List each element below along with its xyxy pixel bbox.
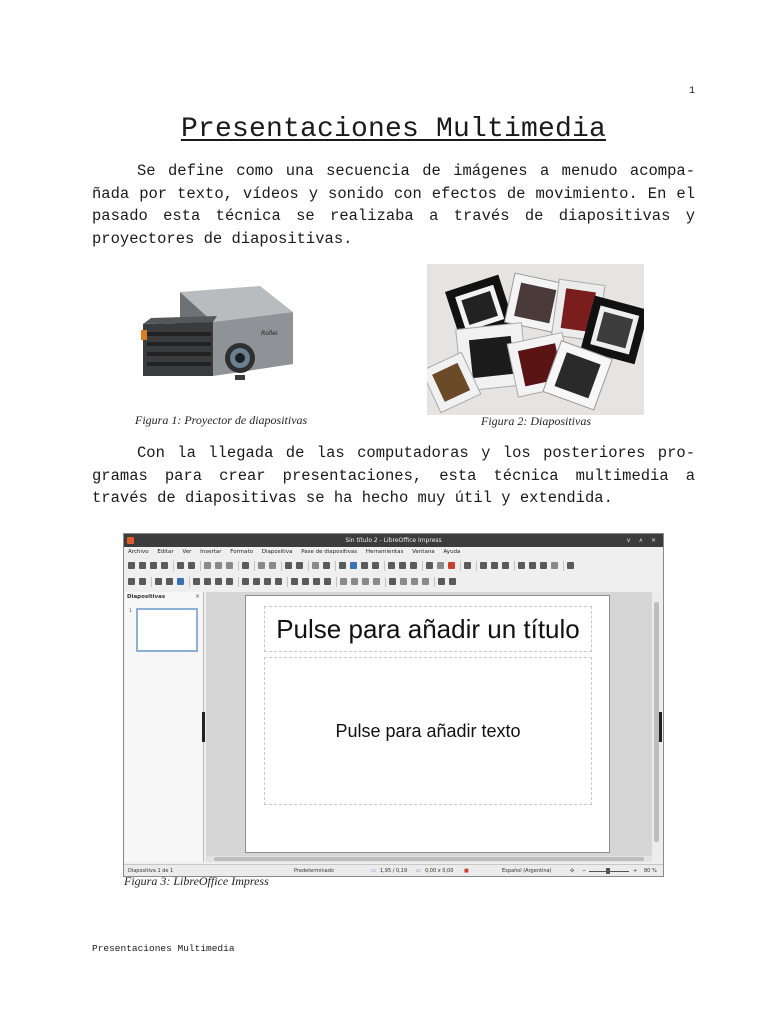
toolbar-separator: [308, 561, 309, 571]
document-modified-icon: ■: [464, 868, 469, 874]
toolbar-button-icon: [350, 562, 357, 569]
figure-3-caption: Figura 3: LibreOffice Impress: [124, 874, 269, 888]
lo-pane-handle-right: [659, 712, 662, 742]
lo-menubar: [124, 547, 663, 558]
projector-brand-label: Rollei: [261, 330, 278, 337]
toolbar-button-icon: [373, 578, 380, 585]
lo-standard-toolbar: [126, 559, 661, 573]
toolbar-button-icon: [437, 562, 444, 569]
lo-zoom-plus: +: [633, 868, 638, 874]
toolbar-button-icon: [313, 578, 320, 585]
lo-status-language: Español (Argentina): [502, 868, 552, 874]
toolbar-button-icon: [264, 578, 271, 585]
lo-slide-thumbnail: [136, 608, 198, 652]
toolbar-separator: [200, 561, 201, 571]
toolbar-button-icon: [226, 562, 233, 569]
toolbar-button-icon: [275, 578, 282, 585]
page-number: 1: [688, 86, 695, 97]
toolbar-button-icon: [193, 578, 200, 585]
toolbar-button-icon: [389, 578, 396, 585]
toolbar-button-icon: [215, 578, 222, 585]
toolbar-separator: [287, 577, 288, 587]
toolbar-button-icon: [351, 578, 358, 585]
toolbar-button-icon: [166, 578, 173, 585]
lo-menu-insertar: Insertar: [200, 549, 222, 555]
toolbar-button-icon: [464, 562, 471, 569]
toolbar-button-icon: [150, 562, 157, 569]
toolbar-button-icon: [188, 562, 195, 569]
lo-zoom-minus: −: [582, 868, 587, 874]
close-icon: ×: [194, 593, 200, 600]
lo-menu-ayuda: Ayuda: [443, 549, 461, 555]
toolbar-button-icon: [438, 578, 445, 585]
toolbar-button-icon: [312, 562, 319, 569]
lo-slides-pane: [125, 592, 204, 862]
lo-slides-pane-label: Diapositivas: [127, 594, 166, 600]
lo-zoom-knob: [606, 868, 610, 874]
lo-window-title: Sin título 2 - LibreOffice Impress: [345, 537, 442, 544]
toolbar-separator: [281, 561, 282, 571]
toolbar-button-icon: [177, 578, 184, 585]
toolbar-button-icon: [204, 578, 211, 585]
toolbar-separator: [189, 577, 190, 587]
toolbar-button-icon: [139, 578, 146, 585]
toolbar-button-icon: [411, 578, 418, 585]
toolbar-button-icon: [480, 562, 487, 569]
toolbar-button-icon: [540, 562, 547, 569]
toolbar-button-icon: [551, 562, 558, 569]
toolbar-button-icon: [226, 578, 233, 585]
lo-menu-diapositiva: Diapositiva: [261, 549, 293, 555]
toolbar-button-icon: [399, 562, 406, 569]
toolbar-separator: [563, 561, 564, 571]
toolbar-button-icon: [269, 562, 276, 569]
lo-menu-pase: Pase de diapositivas: [301, 549, 358, 555]
toolbar-button-icon: [339, 562, 346, 569]
lo-content-placeholder: Pulse para añadir texto: [264, 657, 592, 805]
toolbar-button-icon: [258, 562, 265, 569]
slides-photo: [427, 264, 644, 415]
toolbar-button-icon: [388, 562, 395, 569]
figure-2-caption: Figura 2: Diapositivas: [481, 414, 591, 428]
lo-status-position: 1,95 / 0,19: [380, 868, 408, 874]
lo-thumb-number: 1: [129, 609, 132, 614]
second-paragraph: Con la llegada de las computadoras y los posteriores pro-gramas para crear presentaciones, esta técnica multimedia a través de diapositivas se ha hecho muy útil y extendida.: [92, 444, 695, 507]
toolbar-button-icon: [502, 562, 509, 569]
toolbar-button-icon: [291, 578, 298, 585]
toolbar-button-icon: [518, 562, 525, 569]
toolbar-separator: [238, 561, 239, 571]
toolbar-separator: [422, 561, 423, 571]
size-icon: ▭: [416, 868, 421, 874]
toolbar-button-icon: [177, 562, 184, 569]
toolbar-button-icon: [155, 578, 162, 585]
toolbar-separator: [385, 577, 386, 587]
toolbar-button-icon: [285, 562, 292, 569]
toolbar-button-icon: [410, 562, 417, 569]
lo-menu-herramientas: Herramientas: [365, 549, 404, 555]
lo-menu-formato: Formato: [230, 549, 254, 555]
page-footer: Presentaciones Multimedia: [92, 943, 235, 954]
lo-menu-ventana: Ventana: [412, 549, 435, 555]
intro-paragraph: Se define como una secuencia de imágenes a menudo acompa-ñada por texto, vídeos y sonido con efectos de movimiento. En el pasado esta técnica se realizaba a través de diapositivas y proyectores de diapositivas.: [92, 162, 695, 248]
toolbar-button-icon: [128, 562, 135, 569]
toolbar-separator: [460, 561, 461, 571]
toolbar-button-icon: [340, 578, 347, 585]
toolbar-button-icon: [372, 562, 379, 569]
toolbar-button-icon: [567, 562, 574, 569]
toolbar-separator: [336, 577, 337, 587]
lo-status-slide-count: Diapositiva 1 de 1: [128, 868, 174, 874]
slide-projector-image: [135, 272, 305, 402]
toolbar-button-icon: [296, 562, 303, 569]
toolbar-separator: [476, 561, 477, 571]
toolbar-separator: [384, 561, 385, 571]
lo-status-zoom: 80 %: [644, 868, 657, 874]
toolbar-button-icon: [491, 562, 498, 569]
toolbar-button-icon: [448, 562, 455, 569]
lo-titlebar: [124, 534, 663, 547]
toolbar-button-icon: [449, 578, 456, 585]
lo-menu-archivo: Archivo: [128, 549, 149, 555]
toolbar-button-icon: [400, 578, 407, 585]
toolbar-button-icon: [242, 562, 249, 569]
toolbar-button-icon: [324, 578, 331, 585]
toolbar-separator: [173, 561, 174, 571]
toolbar-separator: [254, 561, 255, 571]
toolbar-button-icon: [253, 578, 260, 585]
toolbar-button-icon: [161, 562, 168, 569]
toolbar-separator: [335, 561, 336, 571]
toolbar-separator: [434, 577, 435, 587]
lo-title-placeholder: Pulse para añadir un título: [264, 606, 592, 652]
toolbar-button-icon: [242, 578, 249, 585]
toolbar-separator: [514, 561, 515, 571]
lo-pane-handle-left: [202, 712, 205, 742]
toolbar-button-icon: [422, 578, 429, 585]
lo-menu-ver: Ver: [182, 549, 192, 555]
lo-slide-canvas: [245, 595, 610, 853]
lo-work-area: [206, 592, 652, 858]
toolbar-button-icon: [302, 578, 309, 585]
libreoffice-app-icon: [127, 537, 134, 544]
lo-window-controls: ∨ ∧ ✕: [626, 537, 659, 544]
toolbar-button-icon: [139, 562, 146, 569]
toolbar-button-icon: [323, 562, 330, 569]
figure-1-caption: Figura 1: Proyector de diapositivas: [135, 413, 308, 427]
toolbar-button-icon: [204, 562, 211, 569]
lo-drawing-toolbar: [126, 575, 661, 589]
toolbar-button-icon: [426, 562, 433, 569]
toolbar-separator: [238, 577, 239, 587]
document-title: Presentaciones Multimedia: [180, 114, 607, 145]
libreoffice-impress-screenshot: [123, 533, 664, 877]
toolbar-button-icon: [128, 578, 135, 585]
toolbar-button-icon: [362, 578, 369, 585]
position-icon: ▭: [371, 868, 376, 874]
lo-status-layout: Predeterminado: [294, 868, 334, 874]
toolbar-button-icon: [361, 562, 368, 569]
fit-slide-icon: ✣: [570, 868, 575, 874]
lo-menu-editar: Editar: [157, 549, 174, 555]
toolbar-button-icon: [529, 562, 536, 569]
lo-horizontal-scrollbar: [206, 856, 652, 862]
toolbar-button-icon: [215, 562, 222, 569]
lo-status-size: 0,00 x 0,00: [425, 868, 454, 874]
toolbar-separator: [151, 577, 152, 587]
